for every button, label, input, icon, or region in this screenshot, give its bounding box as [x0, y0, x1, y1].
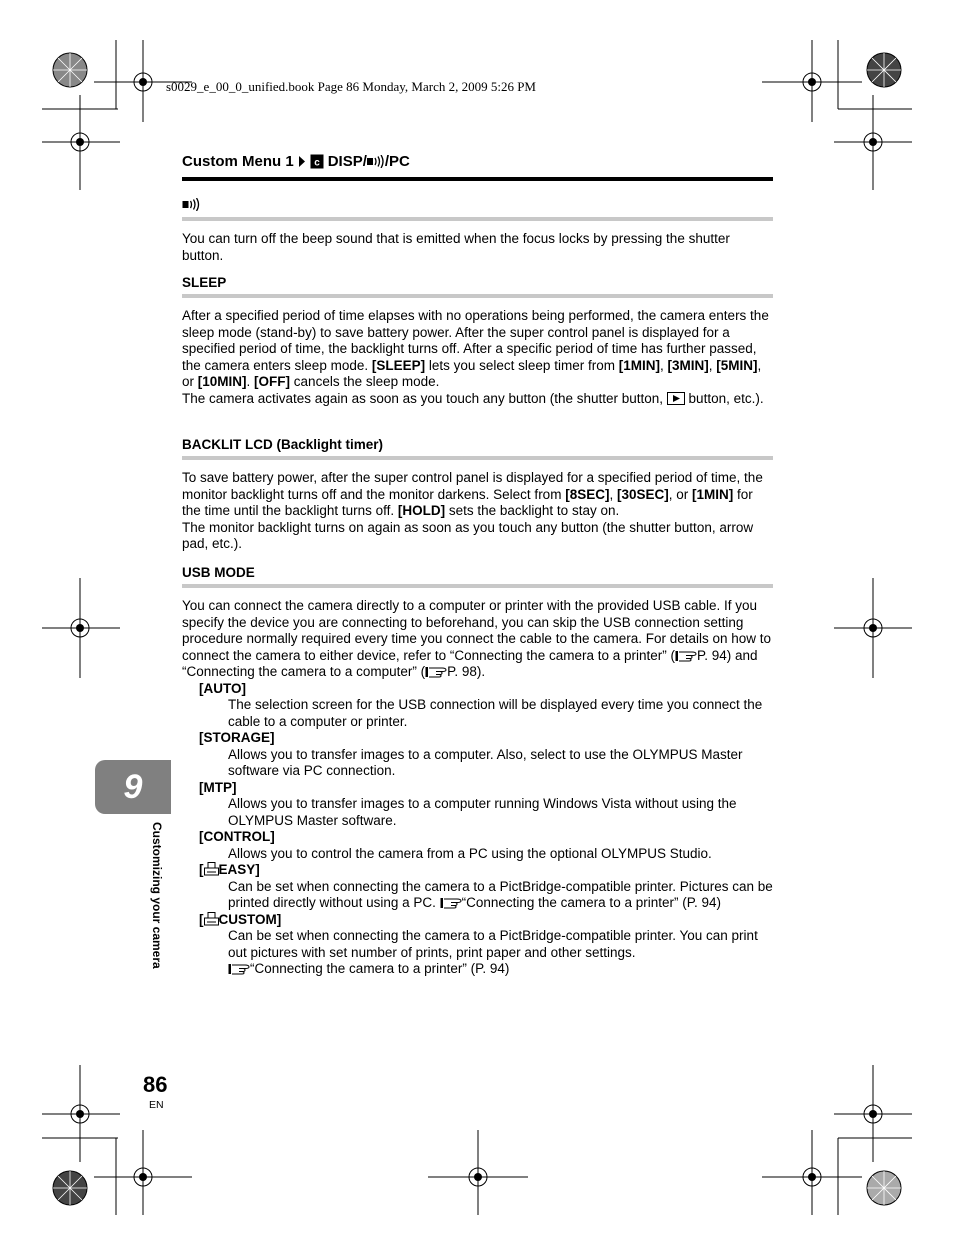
option-term: [CONTROL] [199, 829, 275, 844]
usb-option-mtp [182, 780, 773, 830]
custom-menu-c-icon [310, 154, 324, 169]
option-description: The selection screen for the USB connection will be displayed every time you connect the cable to a computer or printer. [228, 697, 763, 729]
section-beep [182, 196, 773, 264]
triangle-right-icon [298, 156, 306, 167]
printer-icon [204, 912, 219, 926]
section-rule [182, 294, 773, 298]
section-rule [182, 217, 773, 221]
reference-hand-icon [440, 897, 462, 909]
print-info-line: s0029_e_00_0_unified.book Page 86 Monday, March 2, 2009 5:26 PM [166, 79, 536, 94]
option-description: Allows you to control the camera from a PC using the optional OLYMPUS Studio. [228, 845, 712, 861]
section-rule [182, 456, 773, 460]
header-rule [182, 177, 773, 181]
beep-speaker-icon [367, 155, 385, 168]
reference-hand-icon [228, 963, 250, 975]
sleep-paragraph-1: After a specified period of time elapses with no operations being performed, the camera enters the sleep mode (stand-by) to save battery power. After the super control panel is displayed for a specified period of time, the backlight turns off. After a specific period of time has further passed, the camera enters sleep mode. [SLEEP] lets you select sleep timer from [1MIN], [3MIN], [5MIN], or [10MIN]. [OFF] cancels the sleep mode. [182, 308, 769, 389]
section-rule [182, 584, 773, 588]
reference-hand-icon [425, 666, 447, 678]
title-end: /PC [384, 153, 410, 170]
page-number: 86 [143, 1072, 168, 1097]
section-heading: USB MODE [182, 565, 255, 580]
sleep-paragraph-2: The camera activates again as soon as you touch any button (the shutter button, button, etc.). [182, 390, 764, 406]
beep-speaker-icon [182, 198, 201, 211]
chapter-tab: 9 [95, 760, 171, 814]
option-description: Can be set when connecting the camera to a PictBridge-compatible printer. Pictures can be printed directly without using a PC. “Connecting the camera to a printer” (P. 94) [228, 878, 773, 910]
section-heading: BACKLIT LCD (Backlight timer) [182, 437, 384, 452]
section-backlit-lcd [182, 435, 773, 553]
reference-hand-icon [675, 650, 697, 662]
title-suffix: DISP/ [327, 153, 367, 170]
option-description: Can be set when connecting the camera to a PictBridge-compatible printer. You can print out pictures with set number of prints, print paper and other settings. “Connecting the camera to a printer” (P. 94) [228, 928, 758, 976]
option-term: [ EASY] [199, 862, 260, 877]
usb-option-storage [182, 730, 773, 780]
option-term: [STORAGE] [199, 730, 275, 745]
title-prefix: Custom Menu 1 [182, 153, 294, 170]
printer-icon [204, 862, 219, 876]
option-description: Allows you to transfer images to a computer running Windows Vista without using the OLYMPUS Master software. [228, 796, 737, 828]
playback-button-icon [667, 392, 685, 405]
usb-option-control [182, 829, 773, 862]
svg-text:c: c [313, 157, 320, 169]
usb-option-custom [182, 912, 773, 978]
usb-paragraph-1: You can connect the camera directly to a computer or printer with the provided USB cable. If you specify the device you are connecting to beforehand, you can skip the USB connection setting procedure normally required every time you connect the cable to the camera. For details on how to connect the camera to either device, refer to “Connecting the camera to a printer” ( P. 94) and “Connecting the camera to a computer” ( P. 98). [182, 598, 772, 679]
backlit-paragraph-2: The monitor backlight turns on again as soon as you touch any button (the shutter button, arrow pad, etc.). [182, 519, 754, 551]
page-language: EN [149, 1099, 164, 1111]
option-description: Allows you to transfer images to a computer. Also, select to use the OLYMPUS Master software via PC connection. [228, 746, 743, 778]
section-heading [182, 196, 773, 215]
chapter-side-label: Customizing your camera [150, 822, 164, 969]
section-usb-mode [182, 563, 773, 978]
section-heading: SLEEP [182, 275, 227, 290]
option-term: [AUTO] [199, 680, 246, 696]
option-term: [ CUSTOM] [199, 911, 282, 927]
page-title [182, 153, 410, 170]
beep-description: You can turn off the beep sound that is emitted when the focus locks by pressing the shutter button. [182, 231, 730, 263]
section-sleep [182, 273, 773, 407]
option-term: [MTP] [199, 779, 237, 795]
backlit-paragraph-1: To save battery power, after the super control panel is displayed for a specified period of time, the monitor backlight turns off and the monitor darkens. Select from [8SEC], [30SEC], or [1MIN] for the time until the backlight turns off. [HOLD] sets the backlight to stay on. [182, 470, 763, 518]
usb-option-easy [182, 862, 773, 912]
usb-option-auto [182, 681, 773, 731]
